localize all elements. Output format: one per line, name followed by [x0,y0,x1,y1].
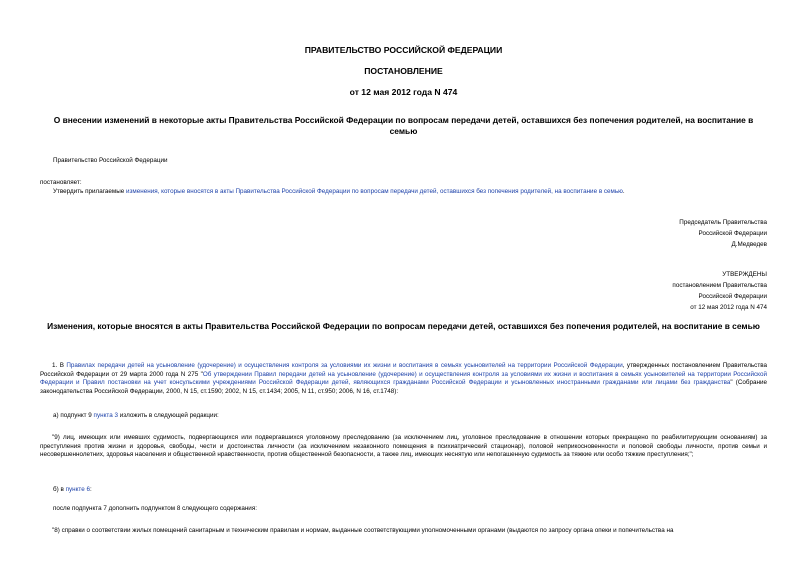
approved-changes-link[interactable]: изменения, которые вносятся в акты Правительства Российской Федерации по вопросам передачи детей, оставшихся без попечения родителей, на воспитание в семью [126,188,623,195]
government-heading: ПРАВИТЕЛЬСТВО РОССИЙСКОЙ ФЕДЕРАЦИИ [304,45,503,55]
subitem-b-prefix: б) в [53,486,66,493]
approved-country: Российской Федерации [698,293,767,300]
item-1-middle: , утвержденных постановлением Правительства Российской Федерации от 29 марта 2000 года N 275 " [40,362,767,378]
signature-name: Д.Медведев [731,241,767,248]
quote-subpoint-9: "9) лиц, имеющих или имевших судимость, подвергающихся или подвергавшихся уголовному преследованию (за исключением лиц, уголовное преследование в отношении которых прекращено по реабилитирующим основаниям) за преступления против жизни и здоровья, свободы, чести и достоинства личности (за исключением незаконного помещения в психиатрический стационар), половой неприкосновенности и половой свободы личности, против семьи и несовершеннолетних, здоровья населения и общественной нравственности, против общественной безопасности, а также лиц, имеющих неснятую или непогашенную судимость за тяжкие или особо тяжкие преступления;"; [40,434,767,459]
approved-by: постановлением Правительства [672,282,767,289]
subitem-a-prefix: а) подпункт 9 [53,412,94,419]
changes-title: Изменения, которые вносятся в акты Правительства Российской Федерации по вопросам передачи детей, оставшихся без попечения родителей, на воспитание в семью [47,321,760,331]
document-type: ПОСТАНОВЛЕНИЕ [364,66,443,76]
approved-date: от 12 мая 2012 года N 474 [690,304,767,311]
document-title: О внесении изменений в некоторые акты Правительства Российской Федерации по вопросам передачи детей, оставшихся без попечения родителей, на воспитание в семью [53,115,754,136]
approved-label: УТВЕРЖДЕНЫ [722,271,767,278]
approve-line [53,188,625,197]
point-6-link[interactable]: пункте 6 [65,486,90,493]
item-1-paragraph [40,362,767,396]
signature-country: Российской Федерации [698,230,767,237]
rules-transfer-link[interactable]: Правилах передачи детей на усыновление (удочерение) и осуществления контроля за условиями их жизни и воспитания в семьях усыновителей на территории Российской Федерации [66,362,623,369]
after-subpoint-7-line: после подпункта 7 дополнить подпунктом 8 следующего содержания: [53,505,257,512]
resolution-275-link[interactable]: Об утверждении Правил передачи детей на усыновление (удочерение) и осуществления контроля за условиями их жизни и воспитания в семьях усыновителей на территории Российской Федерации и Правил постановки на учет консульскими учреждениями Российской Федерации детей, являющихся гражданами Российской Федерации и усыновленных иностранными гражданами или лицами без гражданства [40,370,767,387]
subitem-b-line [53,486,92,495]
item-1-prefix: 1. В [52,362,67,369]
subitem-b-suffix: : [90,486,92,493]
quote-subpoint-8: "8) справки о соответствии жилых помещений санитарным и техническим правилам и нормам, выданные соответствующими уполномоченными органами (выдаются по запросу органа опеки и попечительства на [52,527,674,534]
point-3-link[interactable]: пункта 3 [93,412,118,419]
approve-prefix: Утвердить прилагаемые [53,188,126,195]
approve-suffix: . [622,188,625,195]
subitem-a-line [53,412,219,421]
item-1-suffix: " (Собрание законодательства Российской Федерации, 2000, N 15, ст.1590; 2002, N 15, ст.1434; 2005, N 11, ст.950; 2006, N 16, ст.1748): [40,379,767,395]
resolves-line: постановляет: [40,179,82,186]
signature-position: Председатель Правительства [679,219,767,226]
government-line: Правительство Российской Федерации [53,157,168,164]
subitem-a-suffix: изложить в следующей редакции: [117,412,219,419]
document-date-number: от 12 мая 2012 года N 474 [349,87,458,97]
